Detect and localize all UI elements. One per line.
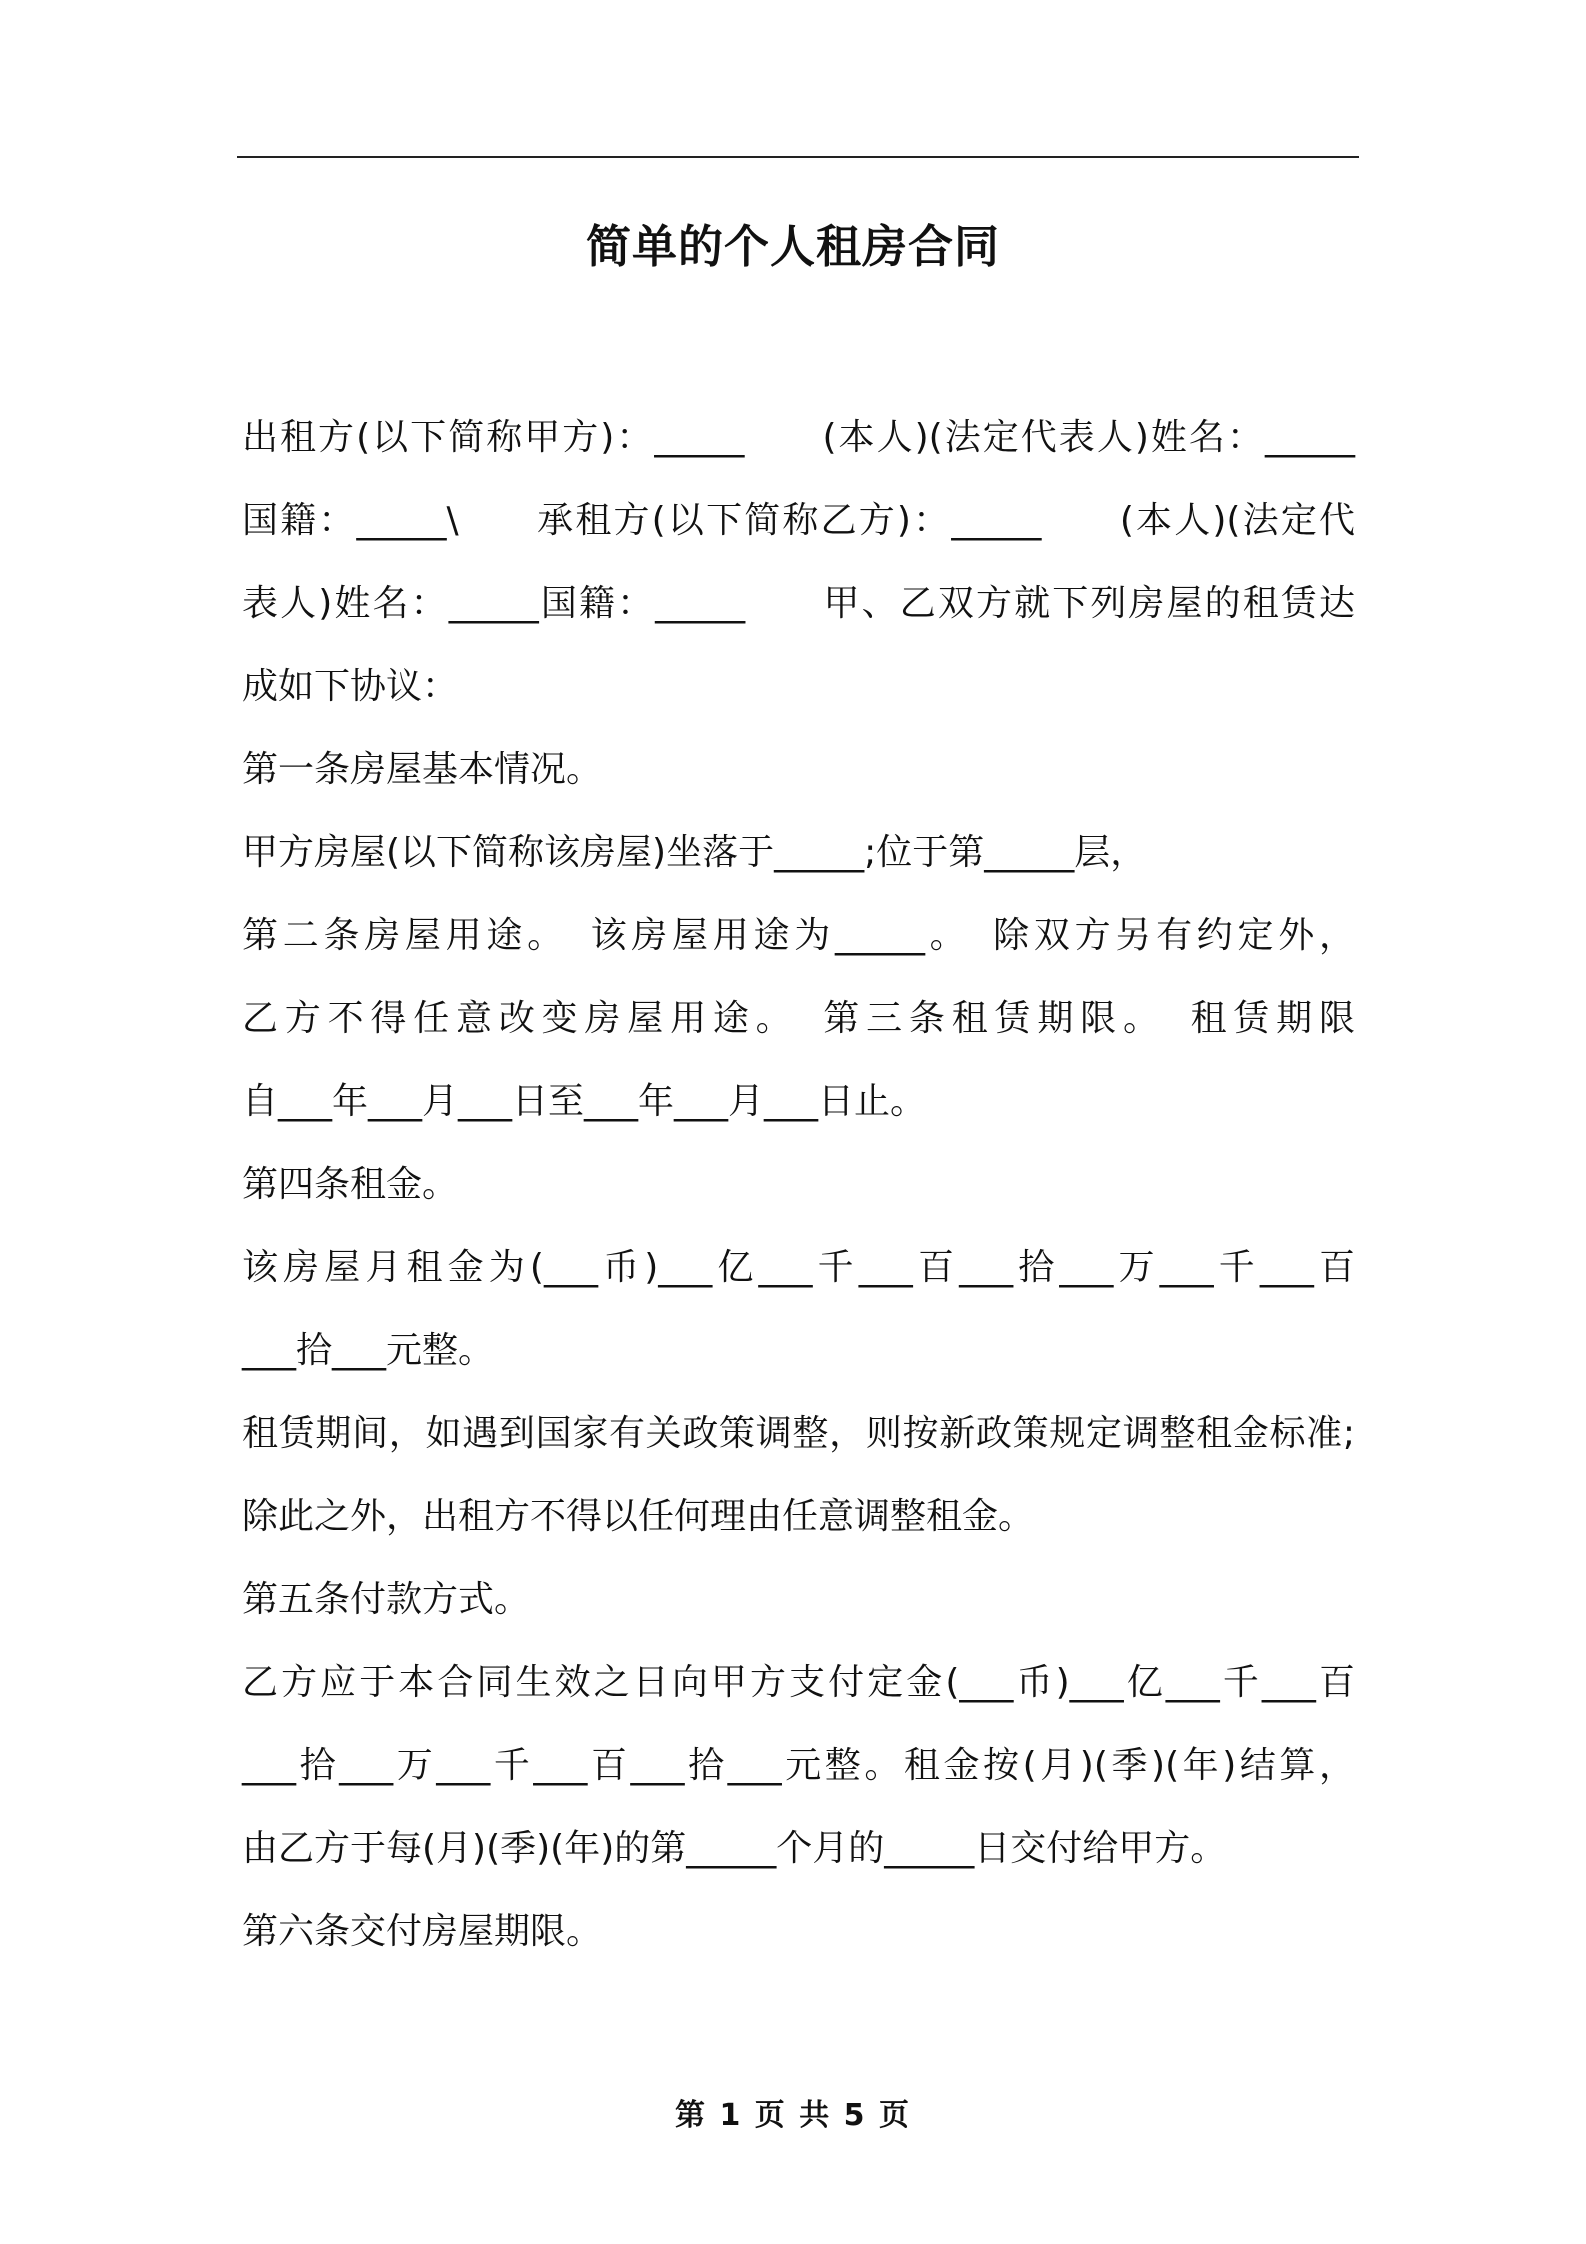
contract-line-agreement: 表人)姓名：_____国籍：_____ 甲、乙双方就下列房屋的租赁达: [242, 583, 1355, 624]
contract-line-agreement-end: 成如下协议：: [242, 666, 459, 707]
lease-term-dates: 自___年___月___日至___年___月___日止。: [242, 1081, 927, 1122]
document-title: 简单的个人租房合同: [585, 220, 1000, 273]
clause-6-heading: 第六条交付房屋期限。: [242, 1911, 603, 1952]
rent-amount-line-end: ___拾___元整。: [242, 1330, 495, 1371]
clause-2-text: 第二条房屋用途。 该房屋用途为_____。 除双方另有约定外，: [242, 915, 1355, 956]
contract-line-lessee: 国籍：_____\ 承租方(以下简称乙方)：_____ (本人)(法定代: [242, 500, 1355, 541]
rent-amount-line: 该房屋月租金为(___币)___亿___千___百___拾___万___千___百: [242, 1247, 1355, 1288]
payment-schedule-line: 由乙方于每(月)(季)(年)的第_____个月的_____日交付给甲方。: [242, 1828, 1227, 1869]
rent-adjustment-line: 租赁期间，如遇到国家有关政策调整，则按新政策规定调整租金标准;: [242, 1413, 1355, 1454]
clause-1-text: 甲方房屋(以下简称该房屋)坐落于_____;位于第_____层，: [242, 832, 1147, 873]
clause-5-heading: 第五条付款方式。: [242, 1579, 531, 1620]
deposit-line-cont: ___拾___万___千___百___拾___元整。租金按(月)(季)(年)结算，: [242, 1745, 1355, 1786]
header-rule: [237, 156, 1359, 158]
contract-line-lessor: 出租方(以下简称甲方)：_____ (本人)(法定代表人)姓名：_____: [242, 417, 1355, 458]
page-indicator: 第 1 页 共 5 页: [675, 2098, 911, 2133]
clause-1-heading: 第一条房屋基本情况。: [242, 749, 603, 790]
deposit-line: 乙方应于本合同生效之日向甲方支付定金(___币)___亿___千___百: [242, 1662, 1355, 1703]
clause-4-heading: 第四条租金。: [242, 1164, 459, 1205]
rent-adjustment-line-end: 除此之外，出租方不得以任何理由任意调整租金。: [242, 1496, 1035, 1537]
clause-3-text: 乙方不得任意改变房屋用途。 第三条租赁期限。 租赁期限: [242, 998, 1355, 1039]
